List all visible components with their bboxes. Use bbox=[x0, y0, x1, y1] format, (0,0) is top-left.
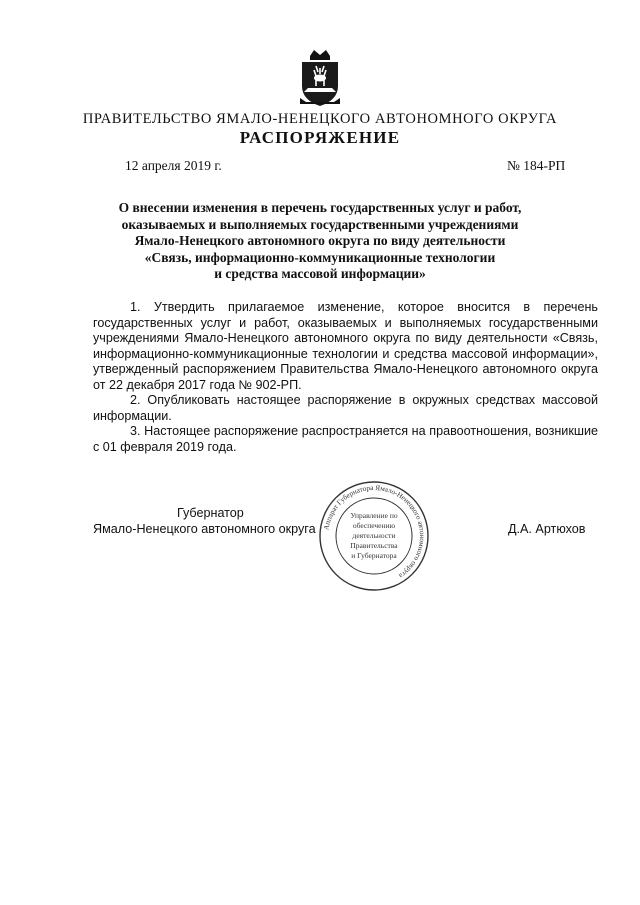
title-line: оказываемых и выполняемых государственными учреждениями bbox=[121, 216, 519, 232]
svg-text:деятельности: деятельности bbox=[352, 531, 396, 540]
paragraph-2: 2. Опубликовать настоящее распоряжение в окружных средствах массовой информации. bbox=[93, 393, 598, 423]
government-name: ПРАВИТЕЛЬСТВО ЯМАЛО-НЕНЕЦКОГО АВТОНОМНОГО ОКРУГА bbox=[82, 111, 558, 127]
title-line: и средства массовой информации» bbox=[214, 266, 426, 281]
svg-text:Аппарат Губернатора Ямало-Нене: Аппарат Губернатора Ямало-Ненецкого автономного округа bbox=[322, 483, 427, 580]
signatory-title: Губернатор bbox=[177, 506, 244, 520]
signatory-organization: Ямало-Ненецкого автономного округа bbox=[93, 522, 316, 536]
official-stamp bbox=[318, 480, 430, 592]
document-number: № 184-РП bbox=[507, 158, 566, 173]
title-line: «Связь, информационно-коммуникационные технологии bbox=[144, 249, 496, 265]
svg-text:обеспечению: обеспечению bbox=[352, 521, 396, 530]
signatory-name: Д.А. Артюхов bbox=[508, 522, 586, 536]
coat-of-arms-icon bbox=[296, 50, 344, 108]
title-line: О внесении изменения в перечень государственных услуг и работ, bbox=[118, 200, 522, 215]
paragraph-1: 1. Утвердить прилагаемое изменение, которое вносится в перечень государственных услуг и работ, оказываемых и выполняемых государственными учреждениями Ямало-Ненецкого автономного округа по виду деятельности «Связь, информационно-коммуникационные технологии и средства массовой информации», утвержденный распоряжением Правительства Ямало-Ненецкого автономного округа от 22 декабря 2017 года № 902-РП. bbox=[93, 300, 598, 392]
document-type: РАСПОРЯЖЕНИЕ bbox=[239, 128, 401, 147]
svg-text:и Губернатора: и Губернатора bbox=[351, 551, 397, 560]
svg-text:Правительства: Правительства bbox=[350, 541, 398, 550]
document-title bbox=[60, 200, 580, 283]
paragraph-3: 3. Настоящее распоряжение распространяется на правоотношения, возникшие с 01 февраля 2019 года. bbox=[93, 424, 598, 454]
document-date: 12 апреля 2019 г. bbox=[125, 158, 222, 173]
document-body bbox=[93, 300, 598, 455]
svg-text:Управление по: Управление по bbox=[350, 511, 398, 520]
title-line: Ямало-Ненецкого автономного округа по виду деятельности bbox=[134, 233, 506, 248]
